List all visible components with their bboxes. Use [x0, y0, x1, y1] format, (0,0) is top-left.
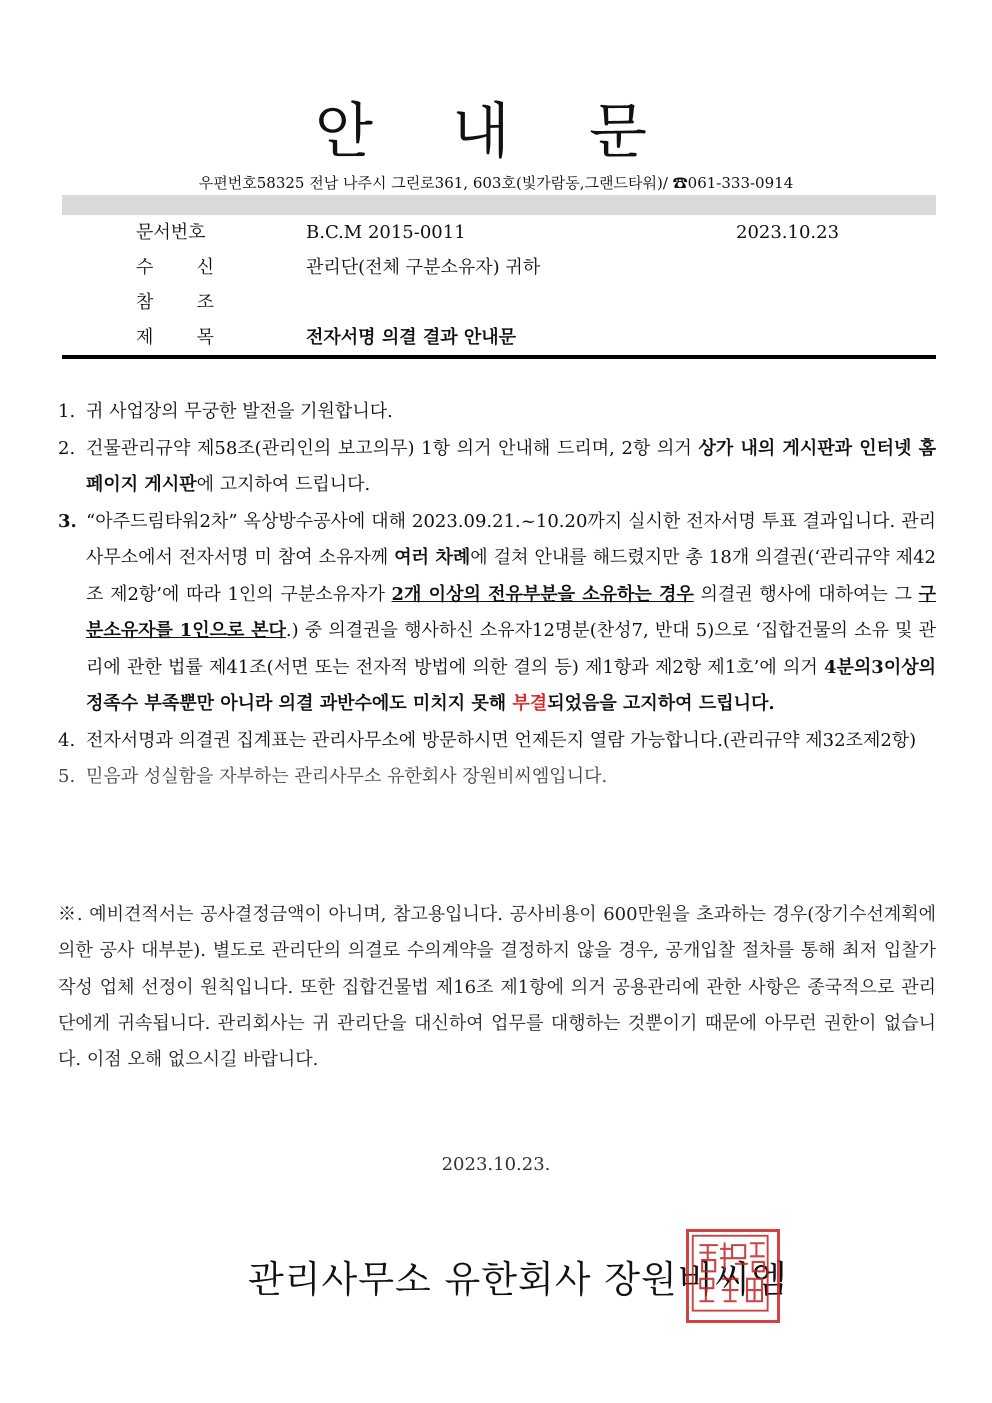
- reference-label-b: 조: [196, 292, 214, 313]
- item-text-red: 부결: [512, 693, 548, 714]
- list-item: [58, 431, 936, 504]
- list-item: [58, 723, 936, 760]
- document-title: 안 내 문: [314, 97, 678, 167]
- company-name: 관리사무소 유한회사 장원비씨엠: [248, 1258, 788, 1301]
- header-rule: [62, 355, 936, 359]
- reference-label-a: 참: [136, 292, 154, 313]
- recipient-label-b: 신: [196, 257, 214, 278]
- doc-number-value: B.C.M 2015-0011: [306, 222, 466, 243]
- item-text-part: 건물관리규약 제58조(관리인의 보고의무) 1항 의거 안내해 드리며, 2항 의거: [86, 437, 699, 459]
- item-number: 2.: [58, 437, 76, 459]
- doc-date: 2023.10.23: [736, 222, 840, 243]
- item-number: 3.: [58, 510, 77, 532]
- item-text-underlined: 구분소유자를 1인으로 본다: [86, 583, 936, 641]
- item-text-part: “아주드림타워2차” 옥상방수공사에 대해 2023.09.21.~10.20까지 실시한 전자서명 투표 결과입니다. 관리사무소에서 전자서명 미 참여 소유자께: [86, 510, 936, 568]
- item-number: 4.: [58, 729, 76, 751]
- item-text-underlined: 2개 이상의 전유부분을 소유하는 경우: [391, 583, 694, 605]
- list-item: [58, 394, 936, 431]
- subject-label: [136, 323, 214, 353]
- reference-label: [136, 288, 214, 318]
- item-text-part: .) 중 의결권을 행사하신 소유자12명분(찬성7, 반대 5)으로 ‘집합건물의 소유 및 관리에 관한 법률 제41조(서면 또는 전자적 방법에 의한 결의 등) 제1항과 제2항 제1호’에 의거: [86, 620, 937, 678]
- reference-row: [0, 288, 992, 318]
- item-text: [86, 431, 936, 504]
- recipient-label-a: 수: [136, 257, 154, 278]
- item-text: 전자서명과 의결권 집계표는 관리사무소에 방문하시면 언제든지 열람 가능합니다.(관리규약 제32조제2항): [86, 729, 917, 751]
- disclaimer-note: ※. 예비견적서는 공사결정금액이 아니며, 참고용입니다. 공사비용이 600만원을 초과하는 경우(장기수선계획에 의한 공사 대부분). 별도로 관리단의 의결로 수의계약을 결정하지 않을 경우, 공개입찰 절차를 통해 최저 입찰가 작성 업체 선정이 원칙입니다. 또한 집합건물법 제16조 제1항에 의거 공용관리에 관한 사항은 종국적으로 관리단에게 귀속됩니다. 관리회사는 귀 관리단을 대신하여 업무를 대행하는 것뿐이기 때문에 아무런 권한이 없습니다. 이점 오해 없으시길 바랍니다.: [58, 904, 936, 1071]
- list-item: [58, 759, 936, 796]
- company-seal-stamp: [686, 1229, 780, 1323]
- footer-date: 2023.10.23.: [441, 1154, 551, 1175]
- list-item: [58, 504, 936, 723]
- item-text-bold: 상가 내의 게시판과 인터넷 홈페이지 게시판: [86, 437, 936, 495]
- item-text-bold: 4분의3이상의 정족수 부족뿐만 아니라 의결 과반수에도 미치지 못해: [86, 656, 936, 714]
- item-text-part: 에 걸쳐 안내를 해드렸지만 총 18개 의결권(‘관리규약 제42조 제2항’에 따라 1인의 구분소유자가: [86, 547, 936, 605]
- subject-row: [0, 323, 992, 353]
- item-text: 귀 사업장의 무궁한 발전을 기원합니다.: [86, 401, 393, 422]
- office-address: 우편번호58325 전남 나주시 그린로361, 603호(빛가람동,그랜드타워)/ ☎061-333-0914: [198, 174, 794, 192]
- item-text-part: 의결권 행사에 대하여는 그: [693, 583, 919, 605]
- recipient-row: [0, 253, 992, 283]
- seal-icon: [689, 1232, 777, 1320]
- doc-number-row: [0, 218, 992, 248]
- subject-label-b: 목: [196, 327, 214, 348]
- subject-value: 전자서명 의결 결과 안내문: [306, 327, 517, 348]
- doc-number-label: 문서번호: [136, 222, 206, 243]
- header-divider-bar: [62, 195, 936, 215]
- item-number: 1.: [58, 401, 76, 422]
- item-text: [86, 504, 936, 723]
- item-number: 5.: [58, 766, 76, 787]
- item-text-bold: 되었음을 고지하여 드립니다.: [547, 693, 775, 714]
- item-text-part: 에 고지하여 드립니다.: [196, 474, 371, 495]
- item-text: 믿음과 성실함을 자부하는 관리사무소 유한회사 장원비씨엠입니다.: [86, 766, 608, 787]
- recipient-label: [136, 253, 214, 283]
- body-items: [58, 394, 936, 796]
- recipient-value: 관리단(전체 구분소유자) 귀하: [306, 257, 541, 278]
- item-text-bold: 여러 차례: [394, 547, 471, 568]
- subject-label-a: 제: [136, 327, 154, 348]
